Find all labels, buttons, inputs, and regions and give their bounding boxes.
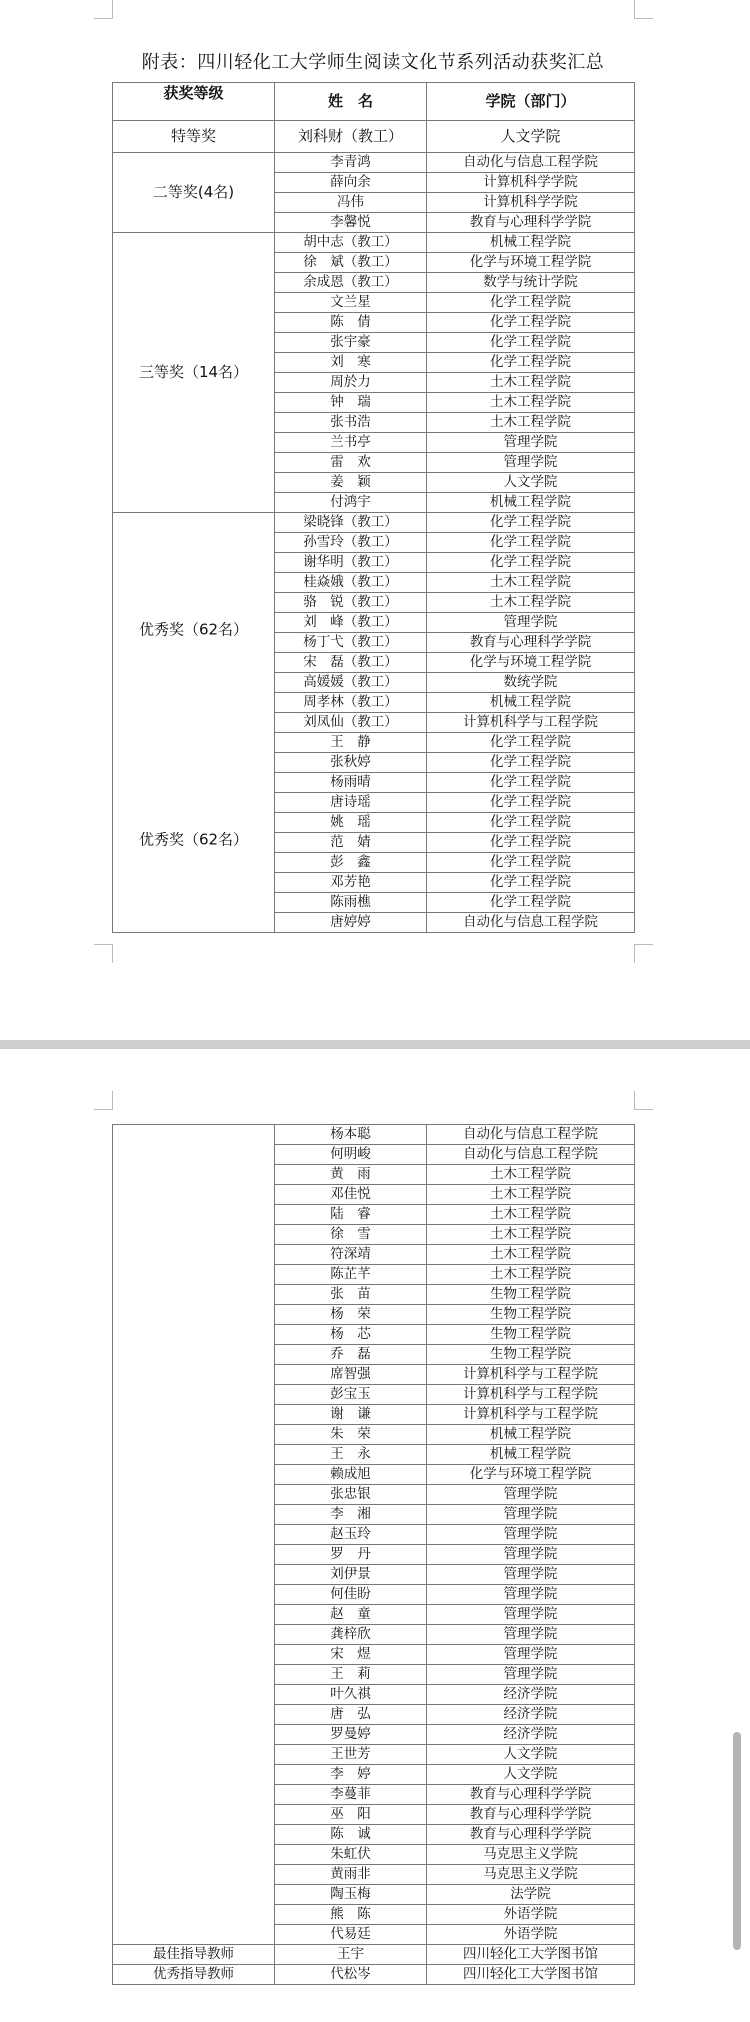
winner-name: 孙雪玲（教工）	[275, 533, 427, 553]
winner-department: 马克思主义学院	[427, 1845, 635, 1865]
winner-name: 黄雨非	[275, 1865, 427, 1885]
winner-name: 杨本聪	[275, 1125, 427, 1145]
winner-name: 陈雨樵	[275, 893, 427, 913]
winner-name: 乔 磊	[275, 1345, 427, 1365]
winner-department: 管理学院	[427, 1525, 635, 1545]
winner-department: 土木工程学院	[427, 393, 635, 413]
winner-department: 化学工程学院	[427, 293, 635, 313]
winner-name: 何明峻	[275, 1145, 427, 1165]
winner-department: 土木工程学院	[427, 413, 635, 433]
winner-name: 桂焱娥（教工）	[275, 573, 427, 593]
winner-department: 生物工程学院	[427, 1325, 635, 1345]
winner-department: 生物工程学院	[427, 1305, 635, 1325]
winner-name: 周孝林（教工）	[275, 693, 427, 713]
winner-name: 唐 弘	[275, 1705, 427, 1725]
winner-department: 管理学院	[427, 433, 635, 453]
winner-department: 化学工程学院	[427, 733, 635, 753]
winner-name: 陈芷芊	[275, 1265, 427, 1285]
winner-department: 自动化与信息工程学院	[427, 913, 635, 933]
winner-name: 黄 雨	[275, 1165, 427, 1185]
winner-department: 经济学院	[427, 1685, 635, 1705]
award-level-third: 三等奖（14名）	[113, 233, 275, 513]
winner-name: 宋 磊（教工）	[275, 653, 427, 673]
winner-department: 土木工程学院	[427, 593, 635, 613]
winner-name: 邓佳悦	[275, 1185, 427, 1205]
winner-name: 邓芳艳	[275, 873, 427, 893]
winner-name: 彭 鑫	[275, 853, 427, 873]
winner-name: 陆 睿	[275, 1205, 427, 1225]
winner-name: 付鸿宇	[275, 493, 427, 513]
winner-department: 教育与心理科学学院	[427, 633, 635, 653]
winner-department: 管理学院	[427, 613, 635, 633]
winner-name: 周於力	[275, 373, 427, 393]
winner-department: 教育与心理科学学院	[427, 1785, 635, 1805]
winner-department: 土木工程学院	[427, 1165, 635, 1185]
winner-department: 计算机科学与工程学院	[427, 1405, 635, 1425]
award-level-excellent-label-repeat: 优秀奖（62名）	[138, 830, 249, 849]
winner-department: 机械工程学院	[427, 1425, 635, 1445]
winner-name: 罗 丹	[275, 1545, 427, 1565]
table-row-advisor	[113, 1965, 635, 1985]
advisor-name: 代松岑	[275, 1965, 427, 1985]
winner-department: 化学工程学院	[427, 313, 635, 333]
winner-name: 杨 芯	[275, 1325, 427, 1345]
winner-name: 赵玉玲	[275, 1525, 427, 1545]
winner-department: 法学院	[427, 1885, 635, 1905]
winner-name: 梁晓锋（教工）	[275, 513, 427, 533]
winner-name: 朱虹伏	[275, 1845, 427, 1865]
document-title: 附表：四川轻化工大学师生阅读文化节系列活动获奖汇总	[141, 52, 605, 73]
header-award-level: 获奖等级	[113, 83, 275, 121]
winner-name: 余成恩（教工）	[275, 273, 427, 293]
winner-department: 化学工程学院	[427, 533, 635, 553]
winner-name: 杨丁弋（教工）	[275, 633, 427, 653]
winner-department: 机械工程学院	[427, 693, 635, 713]
winner-department: 化学工程学院	[427, 793, 635, 813]
winner-department: 管理学院	[427, 1645, 635, 1665]
table-row	[113, 233, 635, 253]
awards-table-page2	[112, 1124, 635, 1985]
winner-name: 符深靖	[275, 1245, 427, 1265]
winner-name: 李馨悦	[275, 213, 427, 233]
winner-name: 巫 阳	[275, 1805, 427, 1825]
winner-name: 张书浩	[275, 413, 427, 433]
winner-name: 张 苗	[275, 1285, 427, 1305]
winner-name: 彭宝玉	[275, 1385, 427, 1405]
winner-name: 杨雨晴	[275, 773, 427, 793]
winner-name: 雷 欢	[275, 453, 427, 473]
winner-department: 化学与环境工程学院	[427, 253, 635, 273]
winner-department: 数统学院	[427, 673, 635, 693]
winner-name: 刘 峰（教工）	[275, 613, 427, 633]
winner-name: 冯伟	[275, 193, 427, 213]
winner-department: 数学与统计学院	[427, 273, 635, 293]
winner-department: 生物工程学院	[427, 1345, 635, 1365]
winner-department: 化学工程学院	[427, 513, 635, 533]
winner-department: 计算机科学学院	[427, 173, 635, 193]
winner-name: 王世芳	[275, 1745, 427, 1765]
winner-department: 自动化与信息工程学院	[427, 153, 635, 173]
winner-department: 化学工程学院	[427, 853, 635, 873]
winner-name: 叶久祺	[275, 1685, 427, 1705]
winner-name: 龚梓欣	[275, 1625, 427, 1645]
winner-name: 兰书亭	[275, 433, 427, 453]
award-level-second: 二等奖(4名)	[113, 153, 275, 233]
page1-corner-mark-br	[634, 944, 653, 963]
table-row	[113, 1125, 635, 1145]
winner-name: 徐 雪	[275, 1225, 427, 1245]
winner-name: 罗曼婷	[275, 1725, 427, 1745]
winner-name: 刘 寒	[275, 353, 427, 373]
advisor-award-level: 优秀指导教师	[113, 1965, 275, 1985]
winner-department: 机械工程学院	[427, 1445, 635, 1465]
winner-name: 薛向余	[275, 173, 427, 193]
table-row-special	[113, 121, 635, 153]
winner-name: 王 莉	[275, 1665, 427, 1685]
winner-department: 土木工程学院	[427, 1265, 635, 1285]
winner-department: 经济学院	[427, 1705, 635, 1725]
advisor-department: 四川轻化工大学图书馆	[427, 1965, 635, 1985]
table-row-advisor	[113, 1945, 635, 1965]
winner-department: 机械工程学院	[427, 233, 635, 253]
winner-name: 陶玉梅	[275, 1885, 427, 1905]
winner-name: 谢 谦	[275, 1405, 427, 1425]
header-name: 姓 名	[275, 83, 427, 121]
winner-department: 管理学院	[427, 1485, 635, 1505]
winner-name: 高媛媛（教工）	[275, 673, 427, 693]
winner-department: 生物工程学院	[427, 1285, 635, 1305]
winner-name: 刘凤仙（教工）	[275, 713, 427, 733]
winner-name: 范 婧	[275, 833, 427, 853]
awards-table-page1	[112, 82, 635, 933]
winner-name: 李 婷	[275, 1765, 427, 1785]
winner-department: 教育与心理科学学院	[427, 1825, 635, 1845]
winner-name: 刘科财（教工）	[275, 121, 427, 153]
winner-department: 化学工程学院	[427, 773, 635, 793]
winner-name: 席智强	[275, 1365, 427, 1385]
winner-department: 化学工程学院	[427, 833, 635, 853]
winner-name: 李 湘	[275, 1505, 427, 1525]
winner-department: 计算机科学与工程学院	[427, 1365, 635, 1385]
winner-department: 化学工程学院	[427, 893, 635, 913]
winner-department: 化学工程学院	[427, 353, 635, 373]
winner-department: 人文学院	[427, 1765, 635, 1785]
winner-department: 土木工程学院	[427, 1245, 635, 1265]
winner-department: 化学与环境工程学院	[427, 653, 635, 673]
advisor-award-level: 最佳指导教师	[113, 1945, 275, 1965]
page2-corner-mark-tr	[634, 1091, 653, 1110]
winner-department: 化学工程学院	[427, 753, 635, 773]
winner-name: 朱 荣	[275, 1425, 427, 1445]
winner-name: 刘伊景	[275, 1565, 427, 1585]
winner-name: 张秋婷	[275, 753, 427, 773]
winner-name: 熊 陈	[275, 1905, 427, 1925]
winner-department: 自动化与信息工程学院	[427, 1125, 635, 1145]
winner-department: 机械工程学院	[427, 493, 635, 513]
winner-department: 管理学院	[427, 1565, 635, 1585]
winner-department: 管理学院	[427, 1505, 635, 1525]
winner-department: 计算机科学学院	[427, 193, 635, 213]
winner-department: 马克思主义学院	[427, 1865, 635, 1885]
winner-department: 教育与心理科学学院	[427, 213, 635, 233]
winner-name: 文兰星	[275, 293, 427, 313]
page1-corner-mark-bl	[94, 944, 113, 963]
winner-name: 杨 荣	[275, 1305, 427, 1325]
winner-name: 唐诗瑶	[275, 793, 427, 813]
winner-department: 教育与心理科学学院	[427, 1805, 635, 1825]
winner-department: 外语学院	[427, 1905, 635, 1925]
winner-name: 张忠银	[275, 1485, 427, 1505]
winner-department: 化学工程学院	[427, 333, 635, 353]
advisor-department: 四川轻化工大学图书馆	[427, 1945, 635, 1965]
winner-department: 管理学院	[427, 453, 635, 473]
winner-name: 陈 倩	[275, 313, 427, 333]
scrollbar-thumb[interactable]	[733, 1732, 741, 1950]
winner-name: 李青鸿	[275, 153, 427, 173]
winner-department: 计算机科学与工程学院	[427, 1385, 635, 1405]
winner-department: 经济学院	[427, 1725, 635, 1745]
winner-department: 化学工程学院	[427, 553, 635, 573]
winner-name: 王 静	[275, 733, 427, 753]
winner-department: 计算机科学与工程学院	[427, 713, 635, 733]
winner-department: 人文学院	[427, 1745, 635, 1765]
table-row	[113, 513, 635, 533]
winner-department: 管理学院	[427, 1585, 635, 1605]
winner-name: 何佳盼	[275, 1585, 427, 1605]
winner-department: 外语学院	[427, 1925, 635, 1945]
winner-department: 管理学院	[427, 1625, 635, 1645]
winner-department: 自动化与信息工程学院	[427, 1145, 635, 1165]
winner-name: 王 永	[275, 1445, 427, 1465]
winner-name: 徐 斌（教工）	[275, 253, 427, 273]
page1-corner-mark-tl	[94, 0, 113, 19]
winner-name: 姚 瑶	[275, 813, 427, 833]
award-level-special: 特等奖	[113, 121, 275, 153]
award-level-excellent	[113, 513, 275, 933]
winner-name: 赖成旭	[275, 1465, 427, 1485]
table-row	[113, 153, 635, 173]
page2-corner-mark-tl	[94, 1091, 113, 1110]
winner-department: 化学工程学院	[427, 813, 635, 833]
winner-department: 管理学院	[427, 1665, 635, 1685]
winner-name: 赵 童	[275, 1605, 427, 1625]
table-header-row	[113, 83, 635, 121]
winner-department: 土木工程学院	[427, 1185, 635, 1205]
advisor-name: 王宇	[275, 1945, 427, 1965]
page-break-separator	[0, 1040, 750, 1049]
winner-department: 管理学院	[427, 1545, 635, 1565]
winner-name: 姜 颖	[275, 473, 427, 493]
winner-department: 化学与环境工程学院	[427, 1465, 635, 1485]
winner-name: 谢华明（教工）	[275, 553, 427, 573]
winner-name: 骆 锐（教工）	[275, 593, 427, 613]
winner-department: 人文学院	[427, 121, 635, 153]
winner-department: 土木工程学院	[427, 1205, 635, 1225]
winner-department: 化学工程学院	[427, 873, 635, 893]
winner-department: 人文学院	[427, 473, 635, 493]
winner-name: 张宇豪	[275, 333, 427, 353]
winner-name: 胡中志（教工）	[275, 233, 427, 253]
winner-name: 宋 煜	[275, 1645, 427, 1665]
winner-department: 管理学院	[427, 1605, 635, 1625]
award-level-excellent-continued	[113, 1125, 275, 1945]
winner-name: 陈 诚	[275, 1825, 427, 1845]
winner-name: 唐婷婷	[275, 913, 427, 933]
header-department: 学院（部门）	[427, 83, 635, 121]
page1-corner-mark-tr	[634, 0, 653, 19]
winner-name: 李蔓菲	[275, 1785, 427, 1805]
winner-department: 土木工程学院	[427, 373, 635, 393]
winner-department: 土木工程学院	[427, 1225, 635, 1245]
winner-department: 土木工程学院	[427, 573, 635, 593]
winner-name: 钟 瑞	[275, 393, 427, 413]
winner-name: 代易廷	[275, 1925, 427, 1945]
award-level-excellent-label: 优秀奖（62名）	[138, 620, 249, 639]
